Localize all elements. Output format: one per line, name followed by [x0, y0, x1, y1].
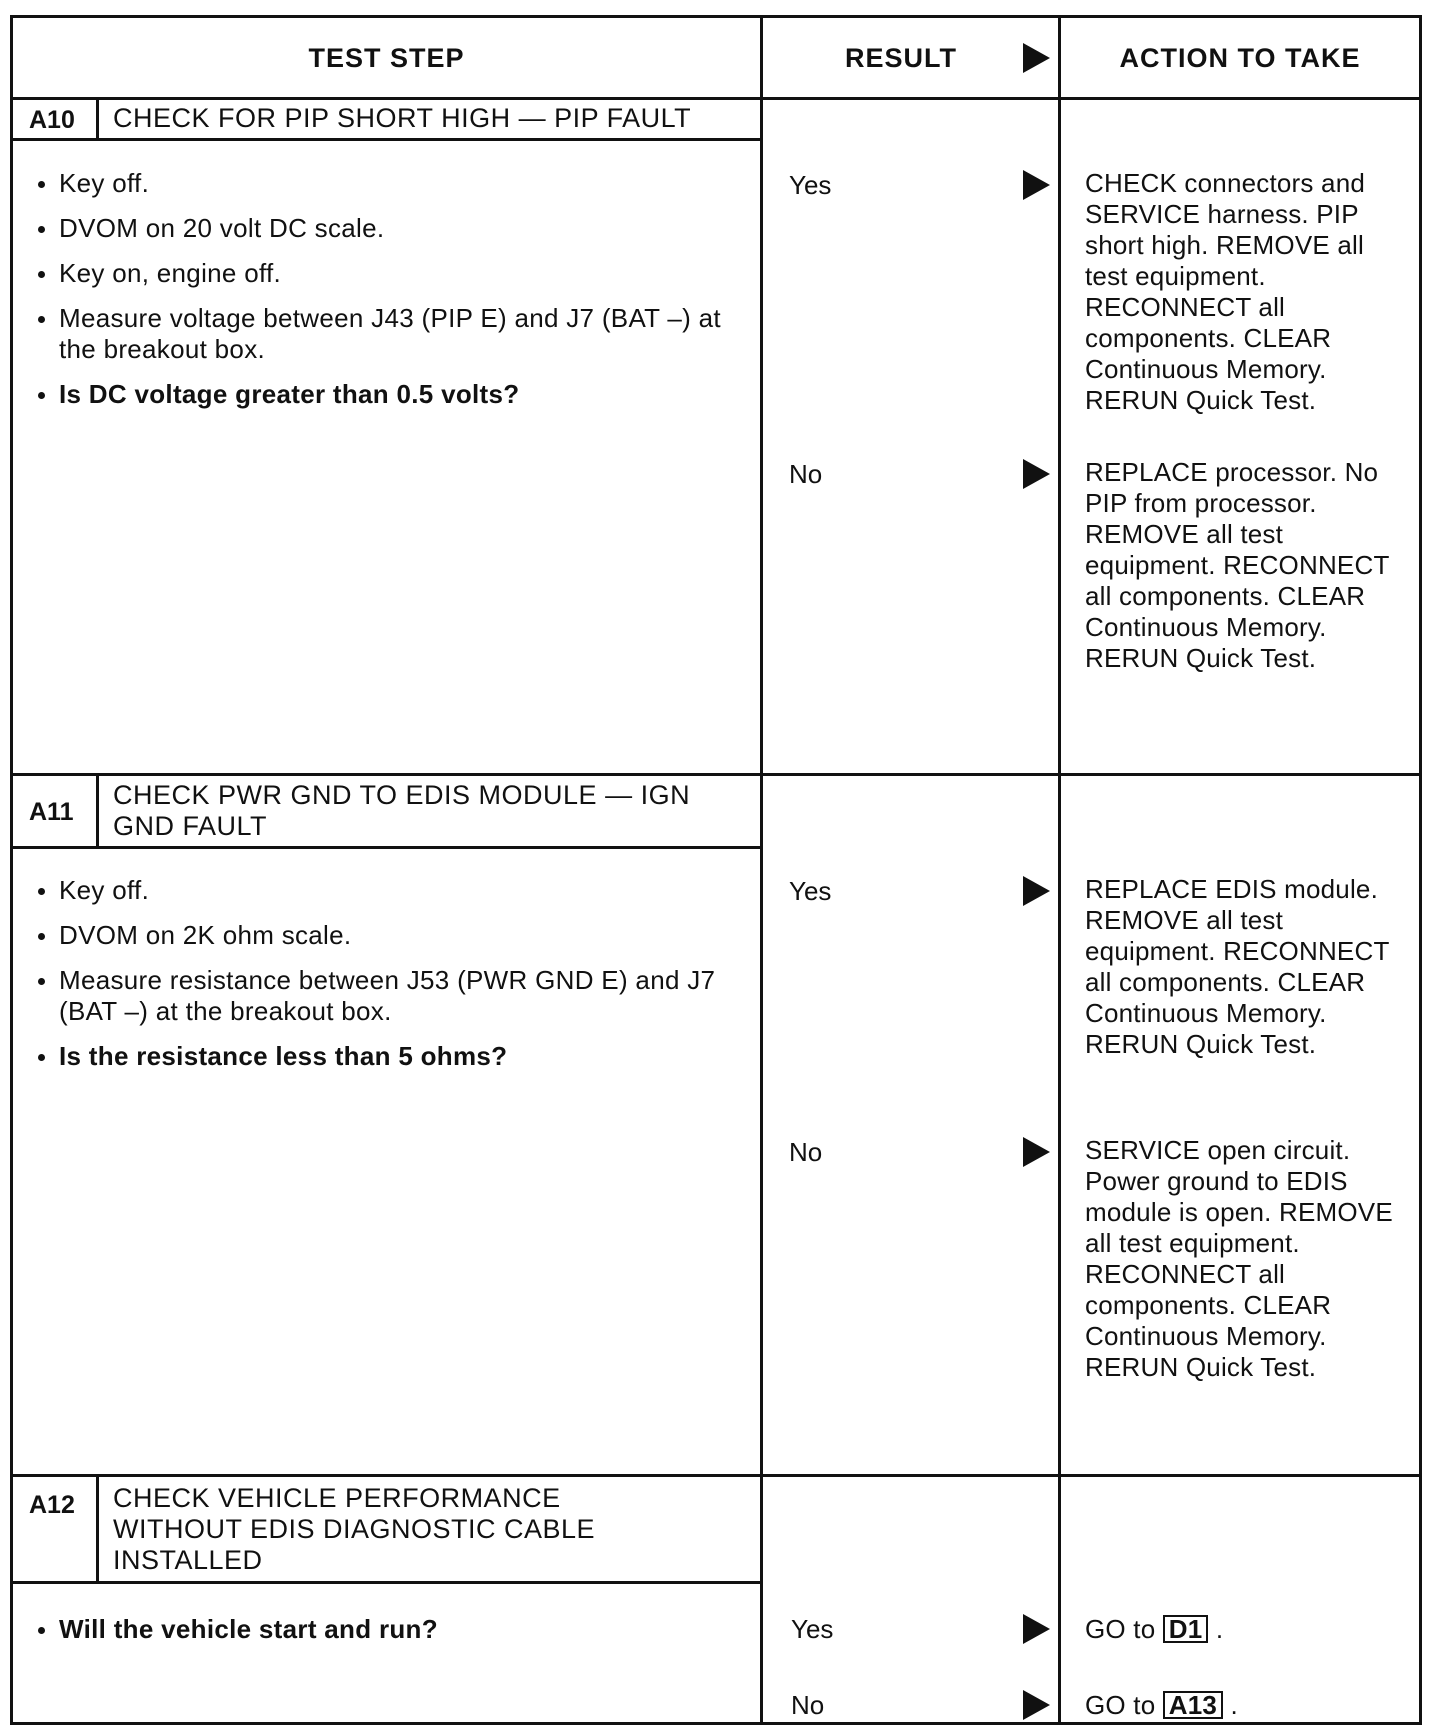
question-item: Is DC voltage greater than 0.5 volts?	[33, 379, 733, 410]
instruction-item: DVOM on 20 volt DC scale.	[33, 213, 733, 244]
step-instructions	[33, 1614, 733, 1659]
action-text: REPLACE EDIS module. REMOVE all test equipment. RECONNECT all components. CLEAR Continuous Memory. RERUN Quick Test.	[1085, 874, 1390, 1059]
header-action: ACTION TO TAKE	[1119, 43, 1361, 73]
goto-label: GO to	[1085, 1614, 1156, 1644]
action-text: REPLACE processor. No PIP from processor. REMOVE all test equipment. RECONNECT all components. CLEAR Continuous Memory. RERUN Quick Test.	[1085, 457, 1390, 673]
result-arrow-icon	[1023, 1614, 1050, 1644]
result-yes: Yes	[791, 1614, 834, 1644]
goto-suffix: .	[1215, 1614, 1224, 1644]
goto-suffix: .	[1230, 1690, 1238, 1720]
step-title-box	[13, 1477, 760, 1584]
instruction-item: Key off.	[33, 168, 733, 199]
result-yes: Yes	[789, 876, 832, 906]
column-divider	[760, 18, 763, 1722]
instruction-item: Key on, engine off.	[33, 258, 733, 289]
step-id-divider	[96, 776, 99, 846]
header-test-step: TEST STEP	[308, 43, 465, 73]
instruction-item: Measure voltage between J43 (PIP E) and J7 (BAT –) at the breakout box.	[33, 303, 733, 365]
step-id: A10	[29, 106, 75, 134]
step-instructions	[33, 875, 733, 1086]
action-text: SERVICE open circuit. Power ground to EDIS module is open. REMOVE all test equipment. RECONNECT all components. CLEAR Continuous Memory. RERUN Quick Test.	[1085, 1135, 1393, 1382]
diagnostic-table	[10, 15, 1422, 1725]
step-reference-link[interactable]: D1	[1163, 1615, 1209, 1643]
question-item: Will the vehicle start and run?	[33, 1614, 733, 1645]
result-arrow-icon	[1023, 1137, 1050, 1167]
step-id: A12	[29, 1491, 75, 1519]
column-divider	[1058, 18, 1061, 1722]
step-title: CHECK VEHICLE PERFORMANCE WITHOUT EDIS DIAGNOSTIC CABLE INSTALLED	[113, 1483, 596, 1575]
step-title: CHECK PWR GND TO EDIS MODULE — IGN GND FAULT	[113, 780, 691, 841]
action-text: CHECK connectors and SERVICE harness. PIP short high. REMOVE all test equipment. RECONNECT all components. CLEAR Continuous Memory. RERUN Quick Test.	[1085, 168, 1366, 415]
result-arrow-icon	[1023, 1690, 1050, 1720]
step-title-box	[13, 776, 760, 849]
result-no: No	[789, 459, 823, 489]
result-no: No	[791, 1690, 825, 1720]
instruction-item: Measure resistance between J53 (PWR GND E) and J7 (BAT –) at the breakout box.	[33, 965, 733, 1027]
header-result: RESULT	[845, 43, 957, 73]
step-title-box	[13, 100, 760, 141]
result-no: No	[789, 1137, 823, 1167]
step-title: CHECK FOR PIP SHORT HIGH — PIP FAULT	[113, 103, 692, 133]
result-yes: Yes	[789, 170, 832, 200]
step-id-divider	[96, 1477, 99, 1581]
question-item: Is the resistance less than 5 ohms?	[33, 1041, 733, 1072]
goto-action	[1085, 1690, 1405, 1721]
result-arrow-icon	[1023, 876, 1050, 906]
instruction-item: Key off.	[33, 875, 733, 906]
goto-label: GO to	[1085, 1690, 1156, 1720]
result-arrow-icon	[1023, 170, 1050, 200]
goto-action	[1085, 1614, 1405, 1645]
header-arrow-icon	[1023, 43, 1050, 73]
instruction-item: DVOM on 2K ohm scale.	[33, 920, 733, 951]
step-instructions	[33, 168, 733, 424]
result-arrow-icon	[1023, 459, 1050, 489]
step-id: A11	[29, 798, 74, 826]
step-reference-link[interactable]: A13	[1163, 1691, 1223, 1719]
step-id-divider	[96, 100, 99, 138]
